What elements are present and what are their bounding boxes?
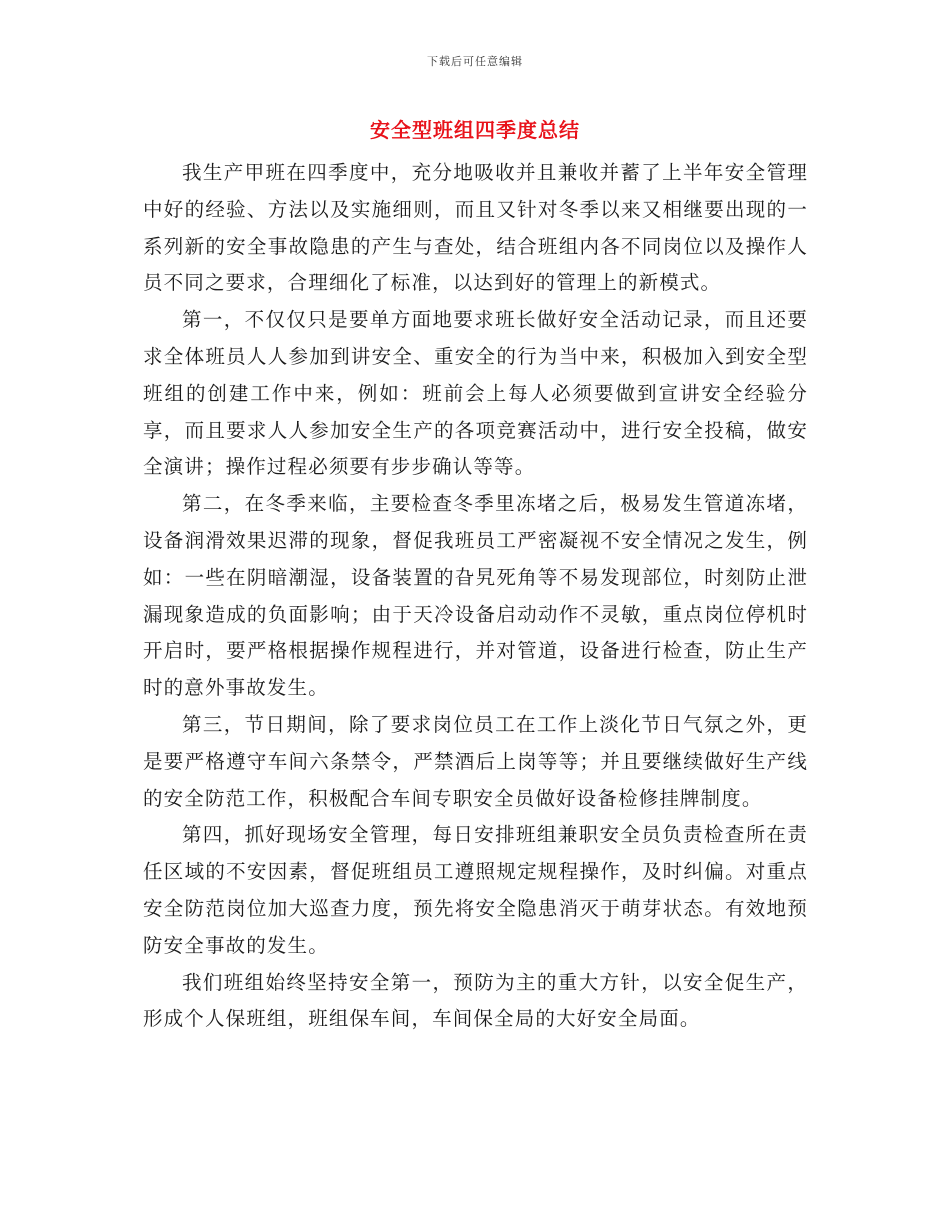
paragraph-point-4: 第四，抓好现场安全管理，每日安排班组兼职安全员负责检查所在责任区域的不安因素，督促班组员工遵照规定规程操作，及时纠偏。对重点安全防范岗位加大巡查力度，预先将安全隐患消灭于萌芽状态。有效地预防安全事故的发生。 (143, 823, 808, 957)
paragraph-point-1: 第一，不仅仅只是要单方面地要求班长做好安全活动记录，而且还要求全体班员人人参加到讲安全、重安全的行为当中来，积极加入到安全型班组的创建工作中来，例如：班前会上每人必须要做到宣讲安全经验分享，而且要求人人参加安全生产的各项竞赛活动中，进行安全投稿，做安全演讲；操作过程必须要有步步确认等等。 (143, 308, 808, 479)
page-header: 下载后可任意编辑 (427, 55, 523, 68)
paragraph-point-2: 第二，在冬季来临，主要检查冬季里冻堵之后，极易发生管道冻堵，设备润滑效果迟滞的现象，督促我班员工严密凝视不安全情况之发生，例如：一些在阴暗潮湿，设备装置的旮旯死角等不易发现部位，时刻防止泄漏现象造成的负面影响；由于天冷设备启动动作不灵敏，重点岗位停机时开启时，要严格根据操作规程进行，并对管道，设备进行检查，防止生产时的意外事故发生。 (143, 492, 808, 700)
paragraph-intro: 我生产甲班在四季度中，充分地吸收并且兼收并蓄了上半年安全管理中好的经验、方法以及实施细则，而且又针对冬季以来又相继要出现的一系列新的安全事故隐患的产生与查处，结合班组内各不同岗位以及操作人员不同之要求，合理细化了标准，以达到好的管理上的新模式。 (143, 161, 808, 295)
paragraph-point-3: 第三，节日期间，除了要求岗位员工在工作上淡化节日气氛之外，更是要严格遵守车间六条禁令，严禁酒后上岗等等；并且要继续做好生产线的安全防范工作，积极配合车间专职安全员做好设备检修挂牌制度。 (143, 712, 808, 810)
document-body (143, 155, 808, 1038)
document-title: 安全型班组四季度总结 (370, 118, 580, 142)
paragraph-conclusion: 我们班组始终坚持安全第一，预防为主的重大方针，以安全促生产，形成个人保班组，班组保车间，车间保全局的大好安全局面。 (143, 970, 808, 1031)
